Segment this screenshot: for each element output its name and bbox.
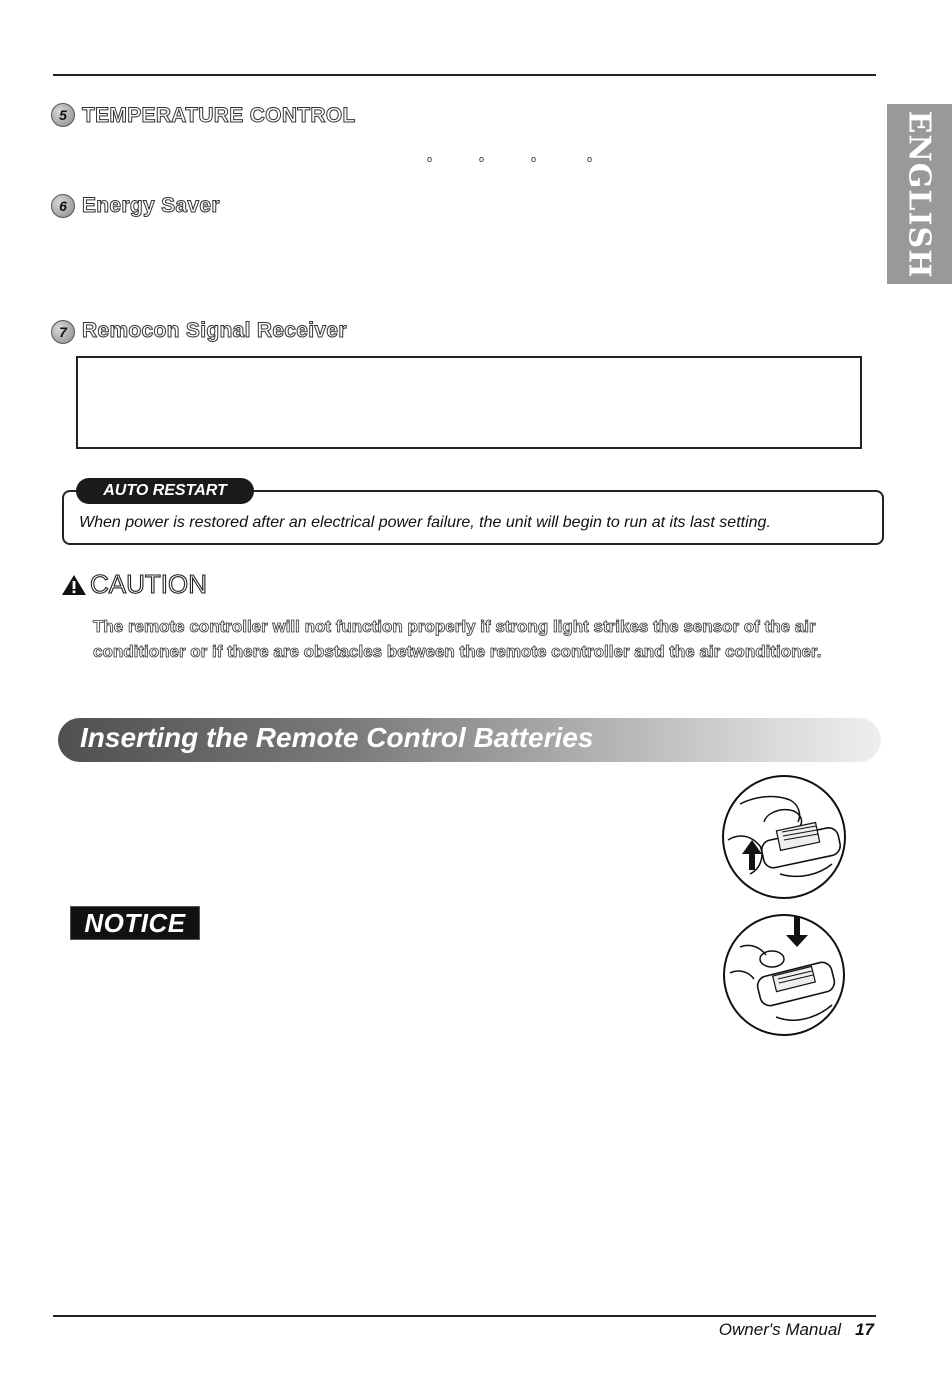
top-rule	[53, 74, 876, 76]
section-number-5: 5	[51, 103, 75, 127]
page-number: 17	[855, 1320, 874, 1339]
degree-mark: o	[587, 154, 593, 164]
remote-battery-cover-open-illustration	[720, 774, 848, 900]
language-tab-label: ENGLISH	[902, 109, 938, 279]
section-title-remocon-signal-receiver: Remocon Signal Receiver	[82, 319, 347, 342]
degree-mark: o	[427, 154, 433, 164]
receiver-image-box	[76, 356, 862, 449]
section-number-6: 6	[51, 194, 75, 218]
degree-mark: o	[479, 154, 485, 164]
auto-restart-text: When power is restored after an electrical power failure, the unit will begin to run at its last setting.	[79, 514, 771, 531]
section-number-7: 7	[51, 320, 75, 344]
degree-mark: o	[531, 154, 537, 164]
notice-label: NOTICE	[70, 906, 200, 940]
footer-manual-title: Owner's Manual	[718, 1320, 842, 1339]
section-title-energy-saver: Energy Saver	[82, 194, 220, 217]
caution-text: The remote controller will not function properly if strong light strikes the sensor of the air conditioner or if there are obstacles between the remote controller and the air conditioner.	[93, 617, 822, 661]
remote-battery-insert-illustration	[720, 913, 848, 1037]
language-tab	[887, 104, 952, 284]
section-title-temperature-control: TEMPERATURE CONTROL	[82, 104, 356, 127]
warning-triangle-icon	[61, 574, 87, 596]
banner-title: Inserting the Remote Control Batteries	[80, 722, 594, 753]
page-footer	[719, 1320, 874, 1340]
bottom-rule	[53, 1315, 876, 1317]
auto-restart-label: AUTO RESTART	[76, 478, 254, 504]
caution-title: CAUTION	[90, 569, 207, 599]
